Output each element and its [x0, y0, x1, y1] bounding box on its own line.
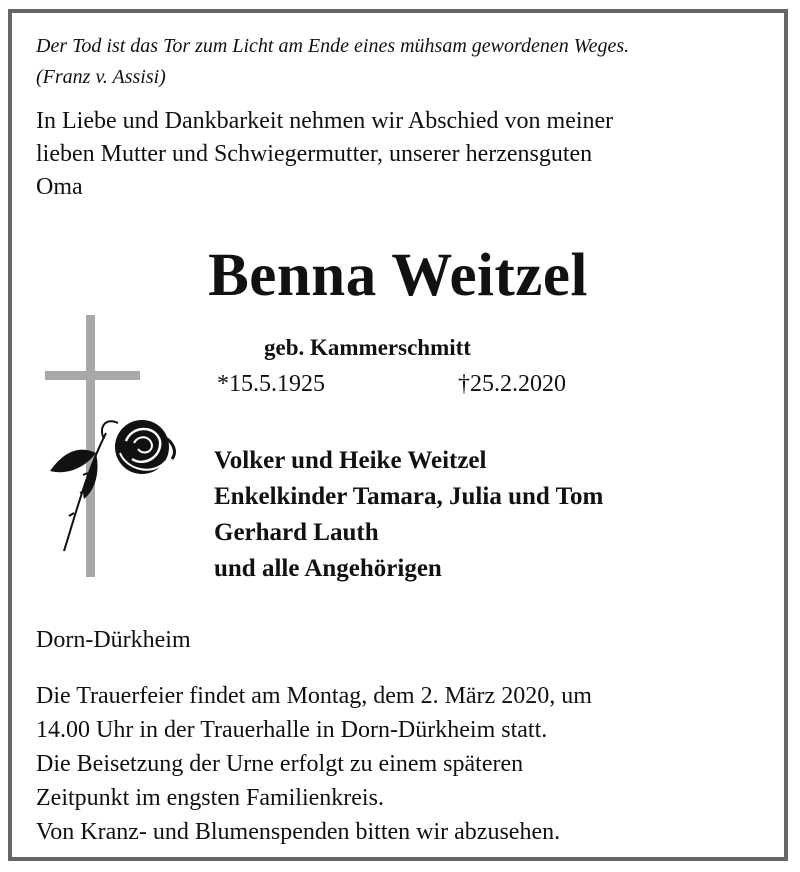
survivors-list — [214, 443, 603, 587]
survivor-line: und alle Angehörigen — [214, 555, 442, 582]
death-date: †25.2.2020 — [458, 371, 566, 397]
funeral-line: 14.00 Uhr in der Trauerhalle in Dorn-Dürkheim statt. — [36, 717, 548, 743]
quote-line: Der Tod ist das Tor zum Licht am Ende eines mühsam gewordenen Weges. — [36, 35, 630, 57]
place-name: Dorn-Dürkheim — [36, 627, 191, 653]
rose-icon — [50, 420, 174, 551]
intro-line: Oma — [36, 174, 83, 200]
survivor-line: Volker und Heike Weitzel — [214, 447, 487, 474]
birth-date: *15.5.1925 — [217, 371, 325, 397]
funeral-line: Zeitpunkt im engsten Familienkreis. — [36, 785, 384, 811]
quote-attribution: (Franz v. Assisi) — [36, 66, 166, 88]
deceased-name: Benna Weitzel — [208, 242, 588, 309]
funeral-line: Die Trauerfeier findet am Montag, dem 2. März 2020, um — [36, 683, 592, 709]
funeral-notice — [36, 679, 774, 849]
funeral-line: Die Beisetzung der Urne erfolgt zu einem späteren — [36, 751, 524, 777]
obituary-frame — [8, 9, 788, 861]
funeral-line: Von Kranz- und Blumenspenden bitten wir abzusehen. — [36, 819, 561, 845]
intro-line: lieben Mutter und Schwiegermutter, unserer herzensguten — [36, 141, 593, 167]
cross-rose-emblem — [36, 313, 196, 583]
survivor-line: Enkelkinder Tamara, Julia und Tom — [214, 483, 604, 510]
epigraph-quote — [36, 31, 776, 93]
intro-text — [36, 105, 776, 204]
intro-line: In Liebe und Dankbarkeit nehmen wir Abschied von meiner — [36, 108, 614, 134]
birth-name: geb. Kammerschmitt — [264, 335, 471, 360]
survivor-line: Gerhard Lauth — [214, 519, 379, 546]
